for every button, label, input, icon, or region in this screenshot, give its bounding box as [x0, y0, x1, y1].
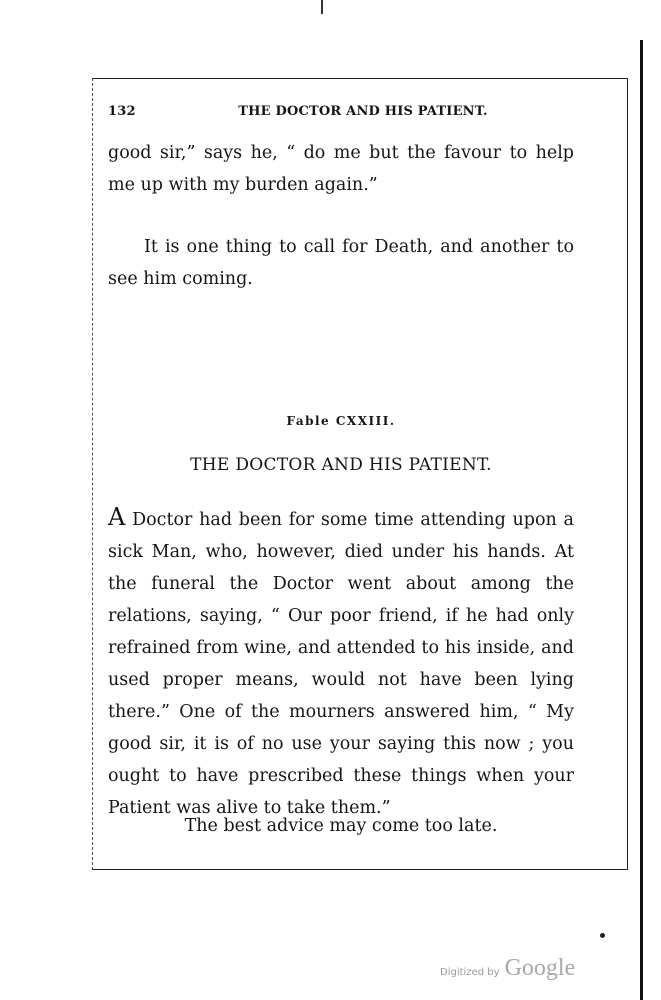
paragraph-moral-previous: It is one thing to call for Death, and another to see him coming.	[108, 237, 574, 289]
fable-title: THE DOCTOR AND HIS PATIENT.	[190, 455, 492, 475]
page-edge-line	[640, 40, 643, 1000]
dropcap: A	[108, 503, 126, 531]
paragraph-continuation: good sir,” says he, “ do me but the favour to help me up with my burden again.”	[108, 143, 574, 195]
fable-number: Fable CXXIII.	[286, 414, 396, 428]
ink-dot	[600, 933, 605, 938]
digitized-watermark	[440, 955, 575, 982]
google-logo: Google	[504, 955, 576, 981]
fable-body	[108, 501, 574, 824]
top-edge-mark	[321, 0, 323, 14]
page-number: 132	[108, 104, 136, 119]
fable-body-text: Doctor had been for some time attending upon a sick Man, who, however, died under his hands. At the funeral the Doctor went about among the relations, saying, “ Our poor friend, if he had only refrained from wine, and attended to his inside, and used proper means, would not have been lying there.” One of the mourners answered him, “ My good sir, it is of no use your saying this now ; you ought to have prescribed these things when your Patient was alive to take them.”	[108, 510, 574, 818]
running-head: THE DOCTOR AND HIS PATIENT.	[238, 104, 488, 119]
digitized-by-text: Digitized by	[440, 967, 500, 978]
page-header	[108, 102, 608, 128]
fable-moral: The best advice may come too late.	[184, 816, 498, 836]
